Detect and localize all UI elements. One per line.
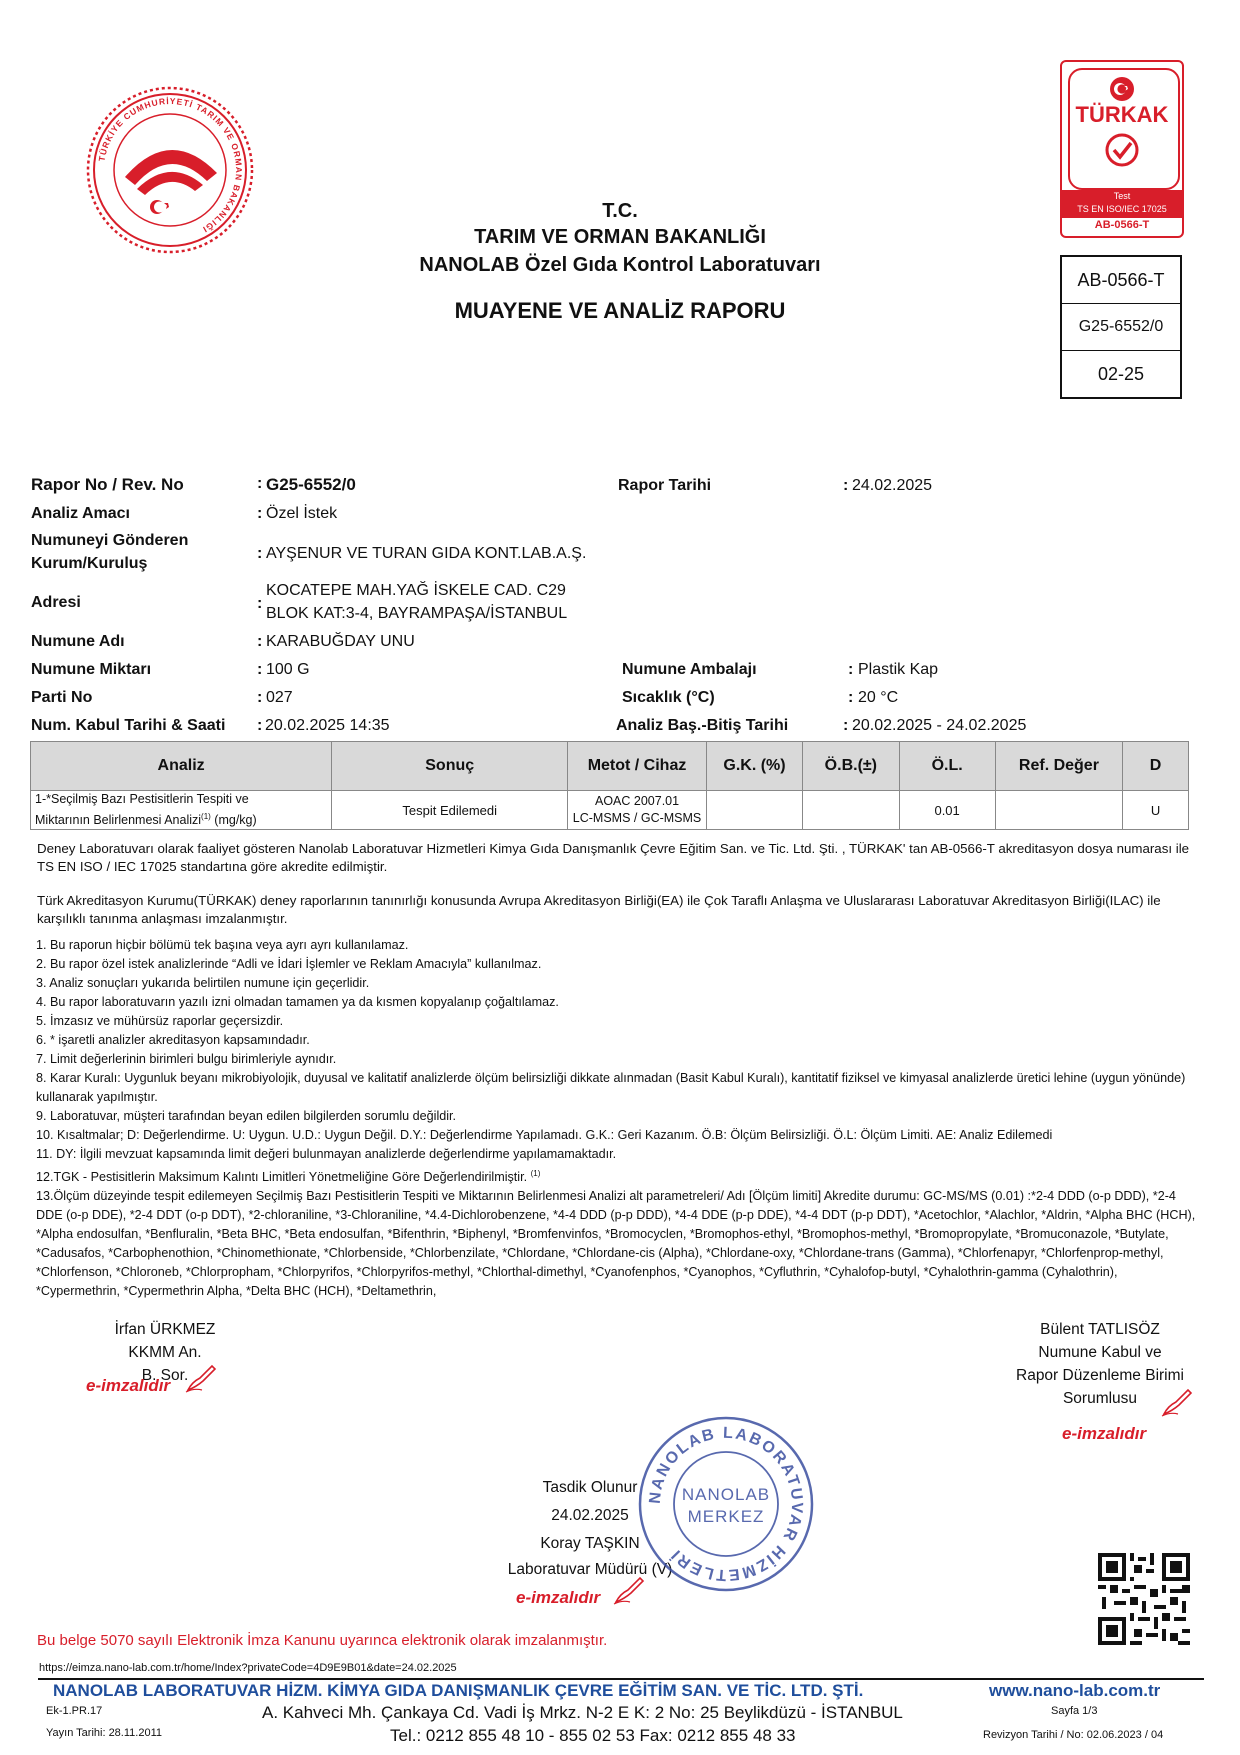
note-item: 1. Bu raporun hiçbir bölümü tek başına veya ayrı ayrı kullanılamaz. bbox=[36, 938, 409, 952]
note-item: 9. Laboratuvar, müşteri tarafından beyan edilen bilgilerden sorumlu değildir. bbox=[36, 1109, 457, 1123]
footer-company: NANOLAB LABORATUVAR HİZM. KİMYA GIDA DANIŞMANLIK ÇEVRE EĞİTİM SAN. VE TİC. LTD. ŞTİ. bbox=[53, 1681, 864, 1700]
rapor-tarihi-value: 24.02.2025 bbox=[852, 477, 933, 494]
sig-left-name: İrfan ÜRKMEZ bbox=[114, 1321, 216, 1338]
note-item: 3. Analiz sonuçları yukarıda belirtilen numune için geçerlidir. bbox=[36, 976, 370, 990]
footer-page: Sayfa 1/3 bbox=[1051, 1705, 1098, 1717]
th-ol: Ö.L. bbox=[899, 742, 995, 791]
note-item: 13.Ölçüm düzeyinde tespit edilemeyen Seçilmiş Bazı Pestisitlerin Tespiti ve Miktarının Belirlenmesi Analizi alt parametreleri/ Adı [Ölçüm limiti] Akredite durumu: GC-MS/MS (0.01) :*2-4 DDD (o-p DDD), *2-4 DDE (o-p DDE), *2-4 DDT (o-p DDT), *2-chloraniline, *3-Chloraniline, *4.4-Dichlorobenzene, *4-4 DDD (p-p DDD), *4-4 DDE (p-p DDE), *4-4 DDT (p-p DDT), *Acetochlor, *Alachlor, *Aldrin, *Alpha BHC (HCH), *Alpha endosulfan, *Benfluralin, *Beta BHC, *Beta endosulfan, *Bifenthrin, *Biphenyl, *Bromfenvinfos, *Bromocyclen, *Bromophos-ethyl, *Bromophos-methyl, *Bromopropylate, *Bromuconazole, *Butylate, *Cadusafos, *Carbophenothion, *Chinomethionate, *Chlorbenside, *Chlorbenzilate, *Chlordane, *Chlordane-cis (Alpha), *Chlordane-oxy, *Chlordane-trans (Gamma), *Chlorfenapyr, *Chlorfenprop-methyl, *Chlorfenson, *Chloroneb, *Chlorpropham, *Chlorpyrifos, *Chlorpyrifos-methyl, *Chlorthal-dimethyl, *Cyanofenphos, *Cyanophos, *Cyfluthrin, *Cyhalofop-butyl, *Cyhalothrin-gamma (Cyhalothrin), *Cypermethrin, *Cypermethrin Alpha, *Delta BHC (HCH), *Deltamethrin, bbox=[36, 1189, 1196, 1299]
numune-adi-value: KARABUĞDAY UNU bbox=[266, 633, 415, 650]
th-ob: Ö.B.(±) bbox=[803, 742, 899, 791]
kabul-label: Num. Kabul Tarihi & Saati bbox=[31, 717, 226, 734]
parti-value: 027 bbox=[266, 689, 293, 706]
adres-value-1: KOCATEPE MAH.YAĞ İSKELE CAD. C29 bbox=[266, 582, 566, 599]
note-item: 6. * işaretli analizler akreditasyon kapsamındadır. bbox=[36, 1033, 310, 1047]
sig-center-line2: 24.02.2025 bbox=[551, 1507, 629, 1524]
footer-publish-date: Yayın Tarihi: 28.11.2011 bbox=[46, 1727, 162, 1739]
th-ref: Ref. Değer bbox=[995, 742, 1122, 791]
table-row bbox=[31, 791, 1189, 830]
numune-adi-label: Numune Adı bbox=[31, 633, 125, 650]
sig-right-title2: Rapor Düzenleme Birimi bbox=[1016, 1367, 1184, 1384]
ambalaj-value: Plastik Kap bbox=[858, 661, 939, 678]
gonderen-label-2: Kurum/Kuruluş bbox=[31, 555, 148, 572]
sig-left-title1: KKMM An. bbox=[128, 1344, 202, 1361]
note-item: 12.TGK - Pestisitlerin Maksimum Kalıntı Limitleri Yönetmeliğine Göre Değerlendirilmiştir. $^{(1)}$ bbox=[36, 1169, 541, 1185]
turkak-brand: TÜRKAK bbox=[1075, 102, 1169, 127]
sig-right-name: Bülent TATLISÖZ bbox=[1040, 1321, 1160, 1338]
esign-left: e-imzalıdır bbox=[86, 1376, 171, 1395]
id-report-no: G25-6552/0 bbox=[1062, 304, 1180, 351]
cell-gk bbox=[706, 791, 802, 830]
th-metot: Metot / Cihaz bbox=[568, 742, 707, 791]
adres-value-2: BLOK KAT:3-4, BAYRAMPAŞA/İSTANBUL bbox=[266, 605, 568, 622]
rapor-no-label: Rapor No / Rev. No bbox=[31, 475, 184, 494]
kabul-value: 20.02.2025 14:35 bbox=[265, 717, 390, 734]
footer-doc-code: Ek-1.PR.17 bbox=[46, 1705, 103, 1717]
crescent-star-icon bbox=[1109, 76, 1135, 102]
rapor-no-value: G25-6552/0 bbox=[266, 475, 356, 494]
cell-sonuc: Tespit Edilemedi bbox=[332, 791, 568, 830]
sicaklik-value: 20 °C bbox=[858, 689, 899, 706]
nanolab-stamp bbox=[636, 1414, 816, 1594]
id-code: 02-25 bbox=[1097, 364, 1145, 384]
rapor-tarihi-label: Rapor Tarihi bbox=[618, 477, 712, 494]
th-gk: G.K. (%) bbox=[706, 742, 802, 791]
note-item: 8. Karar Kuralı: Uygunluk beyanı mikrobiyolojik, duyusal ve kalitatif analizlerde ölçüm belirsizliği dikkate alınmadan (Basit Kabul Kuralı), kantitatif fiziksel ve kimyasal analizlerde üretici lehine (uygun yönünde) kullanarak yapılmıştır. bbox=[36, 1071, 1186, 1104]
pen-icon bbox=[1160, 1384, 1194, 1418]
esign-right: e-imzalıdır bbox=[1062, 1424, 1147, 1443]
numune-miktari-label: Numune Miktarı bbox=[31, 661, 152, 678]
note-item: 2. Bu rapor özel istek analizlerinde “Adli ve İdari İşlemler ve Reklam Amacıyla” kullanılmaz. bbox=[36, 957, 542, 971]
id-accreditation: AB-0566-T bbox=[1062, 257, 1180, 304]
esign-center: e-imzalıdır bbox=[516, 1588, 601, 1607]
checkmark-icon bbox=[1104, 132, 1140, 168]
accreditation-text-1: Deney Laboratuvarı olarak faaliyet gösteren Nanolab Laboratuvar Hizmetleri Kimya Gıda Danışmanlık Çevre Eğitim San. ve Tic. Ltd. Şti. , TÜRKAK' tan AB-0566-T akreditasyon dosya numarası ile TS EN ISO / IEC 17025 standartına göre akredite edilmiştir. bbox=[37, 841, 1190, 874]
cell-metot: AOAC 2007.01 LC-MSMS / GC-MSMS bbox=[568, 791, 707, 830]
th-analiz: Analiz bbox=[31, 742, 332, 791]
report-title: MUAYENE VE ANALİZ RAPORU bbox=[454, 298, 786, 323]
note-item: 5. İmzasız ve mühürsüz raporlar geçersizdir. bbox=[36, 1014, 284, 1028]
stamp-icon bbox=[636, 1414, 816, 1594]
th-sonuc: Sonuç bbox=[332, 742, 568, 791]
sig-center-line1: Tasdik Olunur bbox=[542, 1479, 638, 1496]
turkak-test: Test bbox=[1113, 191, 1131, 201]
analiz-tarih-label: Analiz Baş.-Bitiş Tarihi bbox=[616, 717, 789, 734]
gonderen-value: AYŞENUR VE TURAN GIDA KONT.LAB.A.Ş. bbox=[266, 545, 587, 562]
header-ministry: TARIM VE ORMAN BAKANLIĞI bbox=[474, 226, 766, 248]
svg-text:NANOLAB LABORATUVAR HİZMETLERİ: NANOLAB LABORATUVAR HİZMETLERİ bbox=[646, 1424, 806, 1584]
verify-url[interactable]: https://eimza.nano-lab.com.tr/home/Index?privateCode=4D9E9B01&date=24.02.2025 bbox=[39, 1662, 457, 1674]
cell-d: U bbox=[1123, 791, 1189, 830]
footer-address: A. Kahveci Mh. Çankaya Cd. Vadi İş Mrkz. N-2 E K: 2 No: 25 Beylikdüzü - İSTANBUL bbox=[262, 1703, 903, 1722]
note-item: 7. Limit değerlerinin birimleri bulgu birimleriyle aynıdır. bbox=[36, 1052, 337, 1066]
sig-left-title2: B. Sor. bbox=[141, 1367, 189, 1384]
footer-divider bbox=[38, 1678, 1204, 1680]
results-table bbox=[30, 741, 1189, 830]
cell-analiz: 1-*Seçilmiş Bazı Pestisitlerin Tespiti ve Miktarının Belirlenmesi Analizi$^{(1)}$ (mg/kg) bbox=[31, 791, 332, 830]
numune-miktari-value: 100 G bbox=[266, 661, 310, 678]
th-d: D bbox=[1123, 742, 1189, 791]
footer-phone: Tel.: 0212 855 48 10 - 855 02 53 Fax: 0212 855 48 33 bbox=[390, 1726, 796, 1745]
table-header-row bbox=[31, 742, 1189, 791]
turkak-standard: TS EN ISO/IEC 17025 bbox=[1077, 204, 1167, 214]
sig-center-line4: Laboratuvar Müdürü (V) bbox=[507, 1561, 673, 1578]
sig-right-title1: Numune Kabul ve bbox=[1038, 1344, 1162, 1361]
analiz-amaci-value: Özel İstek bbox=[266, 505, 338, 522]
header-lab: NANOLAB Özel Gıda Kontrol Laboratuvarı bbox=[419, 254, 821, 276]
sicaklik-label: Sıcaklık (°C) bbox=[622, 689, 715, 706]
notes-list bbox=[36, 936, 1201, 1301]
footer-website[interactable]: www.nano-lab.com.tr bbox=[989, 1681, 1161, 1700]
esign-law-notice: Bu belge 5070 sayılı Elektronik İmza Kanunu uyarınca elektronik olarak imzalanmıştır. bbox=[37, 1632, 608, 1649]
accreditation-text-2: Türk Akreditasyon Kurumu(TÜRKAK) deney raporlarının tanınırlığı konusunda Avrupa Akreditasyon Birliği(EA) ile Çok Taraflı Anlaşma ve Uluslararası Laboratuvar Akreditasyon Birliği(ILAC) ile karşılıklı tanınma anlaşması imzalanmıştır. bbox=[37, 893, 1161, 926]
sig-center-line3: Koray TAŞKIN bbox=[540, 1535, 640, 1552]
adres-label: Adresi bbox=[31, 594, 81, 611]
cell-ol: 0.01 bbox=[899, 791, 995, 830]
analiz-tarih-value: 20.02.2025 - 24.02.2025 bbox=[852, 717, 1027, 734]
note-item: 11. DY: İlgili mevzuat kapsamında limit değeri bulunmayan analizlerde değerlendirme yapılamamaktadır. bbox=[36, 1147, 617, 1161]
footer-revision: Revizyon Tarihi / No: 02.06.2023 / 04 bbox=[983, 1729, 1164, 1741]
pen-icon bbox=[184, 1360, 218, 1394]
parti-label: Parti No bbox=[31, 689, 93, 706]
note-item: 4. Bu rapor laboratuvarın yazılı izni olmadan tamamen ya da kısmen kopyalanıp çoğaltılamaz. bbox=[36, 995, 559, 1009]
gonderen-label-1: Numuneyi Gönderen bbox=[31, 532, 189, 549]
ambalaj-label: Numune Ambalajı bbox=[622, 661, 757, 678]
qr-code-icon[interactable] bbox=[1098, 1553, 1190, 1645]
sig-right-title3: Sorumlusu bbox=[1062, 1390, 1138, 1407]
svg-text:TÜRKİYE CUMHURİYETİ TARIM VE O: TÜRKİYE CUMHURİYETİ TARIM VE ORMAN BAKANLIĞI bbox=[96, 95, 245, 235]
svg-text:NANOLAB: NANOLAB bbox=[681, 1485, 771, 1504]
cell-ref bbox=[995, 791, 1122, 830]
note-item: 10. Kısaltmalar; D: Değerlendirme. U: Uygun. U.D.: Uygun Değil. D.Y.: Değerlendirme Yapılamadı. G.K.: Geri Kazanım. Ö.B: Ölçüm Belirsizliği. Ö.L: Ölçüm Limiti. AE: Analiz Edilemedi bbox=[36, 1128, 1053, 1142]
analiz-amaci-label: Analiz Amacı bbox=[31, 505, 130, 522]
cell-ob bbox=[803, 791, 899, 830]
turkak-accreditation: AB-0566-T bbox=[1094, 219, 1150, 231]
header-tc: T.C. bbox=[602, 200, 638, 222]
svg-text:MERKEZ: MERKEZ bbox=[687, 1507, 765, 1526]
